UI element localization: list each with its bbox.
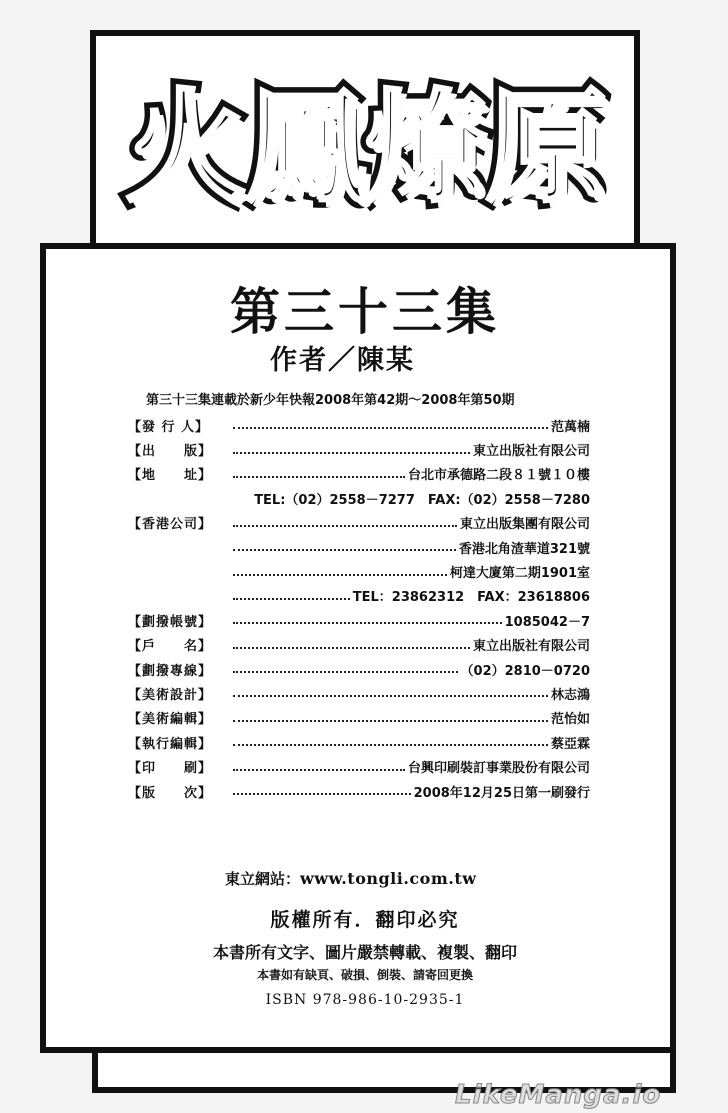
info-value: 香港北角渣華道321號 xyxy=(458,541,590,557)
dotted-leader xyxy=(233,793,411,795)
info-label: 【香港公司】 xyxy=(128,517,213,533)
publication-info xyxy=(128,413,590,803)
serialization-note: 第三十三集連載於新少年快報2008年第42期～2008年第50期 xyxy=(146,393,515,408)
info-row xyxy=(128,584,590,608)
series-title xyxy=(105,52,625,222)
info-value: TEL：23862312 FAX：23618806 xyxy=(352,590,590,606)
info-row xyxy=(128,754,590,778)
dotted-leader xyxy=(233,622,502,624)
info-label: 【發 行 人】 xyxy=(128,419,210,435)
info-label: 【劃撥專線】 xyxy=(128,663,213,679)
info-value: 林志鴻 xyxy=(550,687,590,703)
dotted-leader xyxy=(233,695,548,697)
dotted-leader xyxy=(233,427,548,429)
website-line xyxy=(225,868,515,889)
info-row xyxy=(128,608,590,632)
info-row xyxy=(128,437,590,461)
info-row xyxy=(128,706,590,730)
isbn: ISBN 978-986-10-2935-1 xyxy=(265,992,465,1008)
info-value: 東立出版社有限公司 xyxy=(472,639,590,655)
info-value: 台北市承德路二段８１號１０樓 xyxy=(407,468,590,484)
info-value: 東立出版集團有限公司 xyxy=(459,517,590,533)
dotted-leader xyxy=(233,549,456,551)
dotted-leader xyxy=(233,744,548,746)
website-link[interactable]: www.tongli.com.tw xyxy=(300,869,477,888)
dotted-leader xyxy=(233,598,350,600)
info-label: 【地 址】 xyxy=(128,468,213,484)
info-row xyxy=(128,535,590,559)
info-row xyxy=(128,779,590,803)
info-label: 【戶 名】 xyxy=(128,639,213,655)
info-value: 台興印刷裝訂事業股份有限公司 xyxy=(407,761,590,777)
dotted-leader xyxy=(233,671,458,673)
dotted-leader xyxy=(233,476,405,478)
dotted-leader xyxy=(233,525,457,527)
info-row xyxy=(128,681,590,705)
info-value: 范怡如 xyxy=(550,712,590,728)
dotted-leader xyxy=(233,574,447,576)
info-label: 【印 刷】 xyxy=(128,761,213,777)
info-value: （02）2810－0720 xyxy=(460,663,590,679)
dotted-leader xyxy=(233,452,470,454)
info-value: 2008年12月25日第一刷發行 xyxy=(413,785,590,801)
reproduction-notice: 本書所有文字、圖片嚴禁轉載、複製、翻印 xyxy=(212,943,517,962)
info-row xyxy=(128,633,590,657)
info-value: 柯達大廈第二期1901室 xyxy=(449,566,590,582)
info-label: 【美術設計】 xyxy=(128,687,213,703)
series-title-text: 火鳳燎原 火鳳燎原 xyxy=(125,50,605,225)
dotted-leader xyxy=(233,720,548,722)
dotted-leader xyxy=(233,769,405,771)
info-row xyxy=(128,511,590,535)
info-row xyxy=(128,730,590,754)
dotted-leader xyxy=(233,647,470,649)
info-label: 【版 次】 xyxy=(128,785,213,801)
info-row xyxy=(128,413,590,437)
volume-number: 第三十三集 xyxy=(230,282,500,341)
website-label: 東立網站： xyxy=(225,870,301,888)
info-value: 蔡亞霖 xyxy=(550,736,590,752)
info-value: 1085042－7 xyxy=(504,614,590,630)
info-row xyxy=(128,559,590,583)
info-label: 【出 版】 xyxy=(128,444,213,460)
info-row xyxy=(128,462,590,486)
rights-statement: 版權所有．翻印必究 xyxy=(270,909,460,931)
defect-notice: 本書如有缺頁、破損、倒裝、請寄回更換 xyxy=(256,968,473,982)
info-label: 【劃撥帳號】 xyxy=(128,614,213,630)
info-value: 范萬楠 xyxy=(550,419,590,435)
info-value: TEL:（02）2558－7277 FAX:（02）2558－7280 xyxy=(254,492,590,508)
info-label: 【執行編輯】 xyxy=(128,736,213,752)
author-line: 作者／陳某 xyxy=(270,345,415,376)
info-row xyxy=(128,486,590,510)
info-row xyxy=(128,657,590,681)
info-value: 東立出版社有限公司 xyxy=(472,444,590,460)
watermark: LikeManga.io xyxy=(455,1080,662,1110)
info-label: 【美術編輯】 xyxy=(128,712,213,728)
